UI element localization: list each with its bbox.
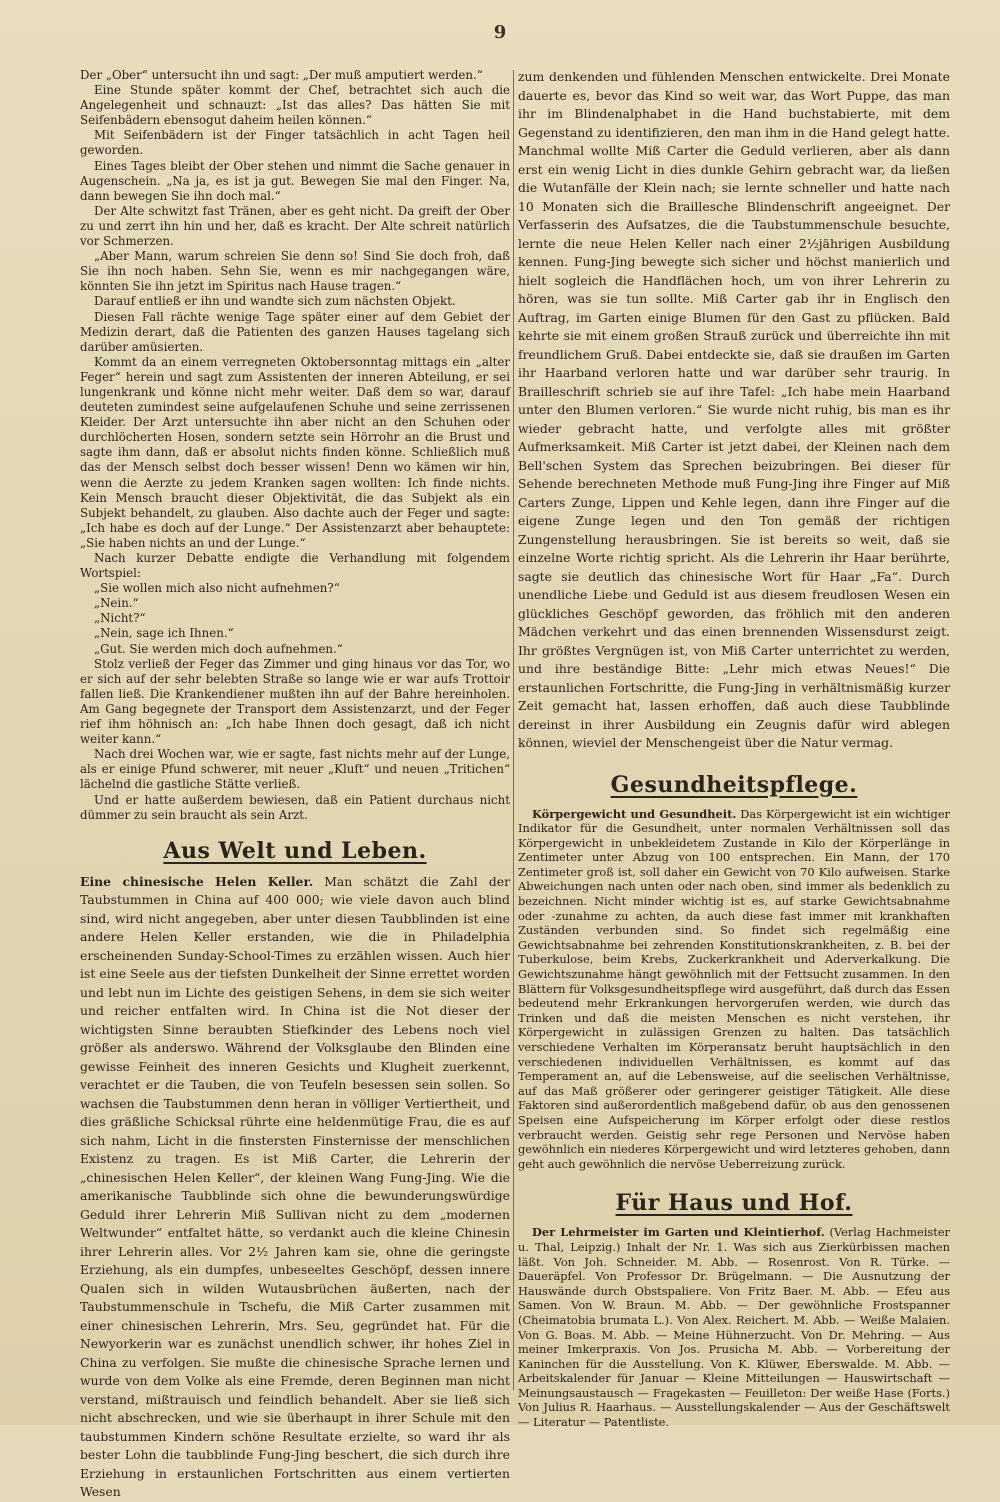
health-paragraph (518, 807, 950, 1172)
story-paragraph: Und er hatte außerdem bewiesen, daß ein Patient durchaus nicht dümmer zu sein braucht als sein Arzt. (80, 792, 510, 822)
house-paragraph (518, 1225, 950, 1429)
story-paragraph: Der Alte schwitzt fast Tränen, aber es geht nicht. Da greift der Ober zu und zerrt ihn hin und her, daß es kracht. Der Alte schreit natürlich vor Schmerzen. (80, 203, 510, 249)
article-helen-keller (80, 873, 510, 1502)
dialog-line: „Gut. Sie werden mich doch aufnehmen.“ (94, 641, 343, 656)
article-paragraph (80, 873, 510, 1502)
story-paragraph: Kommt da an einem verregneten Oktobersonntag mittags ein „alter Feger“ herein und sagt zum Assistenten der inneren Abteilung, er sei lungenkrank und könne nicht mehr weiter. Daß dem so war, darauf deuteten zumindest seine aufgelaufenen Schuhe und seine zerrissenen Kleider. Der Arzt untersuchte ihn aber nicht an den Schuhen oder durchlöcherten Hosen, sondern setzte sein Hörrohr an die Brust und sagte ihm dann, daß er absolut nichts finden könne. Schließlich muß das der Mensch selbst doch besser wissen! Denn wo kämen wir hin, wenn die Aerzte zu jedem Kranken sagen wollten: Ich finde nichts. Kein Mensch braucht dieser Objektivität, die das Subjekt als ein Subjekt behandelt, zu glauben. Also dachte auch der Feger und sagte: „Ich habe es doch auf der Lunge.“ Der Assistenzarzt aber behauptete: „Sie haben nichts an und der Lunge.“ (80, 354, 510, 550)
dialog-line: „Sie wollen mich also nicht aufnehmen?“ (94, 581, 340, 596)
story-paragraph: „Aber Mann, warum schreien Sie denn so! Sind Sie doch froh, daß Sie ihn noch haben. Sehn Sie, wenn es mir nachgegangen wäre, könnten Sie ihn jetzt im Spiritus nach Hause tragen.“ (80, 249, 510, 294)
health-lead: Körpergewicht und Gesundheit. (532, 806, 737, 821)
article-continuation (518, 68, 950, 753)
article-continuation-text: zum denkenden und fühlenden Menschen entwickelte. Drei Monate dauerte es, bevor das Kind so weit war, das Wort Puppe, das man ihr im Blindenalphabet in die Hand buchstabierte, mit dem Gegenstand zu identifizieren, den man ihm in die Hand gelegt hatte. Manchmal wollte Miß Carter die Geduld verlieren, aber als dann erst ein wenig Licht in dies dunkle Gehirn gebracht war, da ließen die Wutanfälle der Klein nach; sie lernte schneller und hatte nach 10 Monaten sich die Braillesche Blindenschrift angeeignet. Der Verfasserin des Aufsatzes, die die Taubstummenschule besuchte, lernte die neue Helen Keller nach einer 2½jährigen Ausbildung kennen. Fung-Jing bewegte sich sicher und höchst manierlich und hielt sogleich die Handflächen hoch, um von ihrer Lehrerin zu hören, was sie tun sollte. Miß Carter gab ihr in Englisch den Auftrag, im Garten einige Blumen für den Gast zu pflücken. Bald kehrte sie mit einem großen Strauß zurück und überreichte ihn mit freundlichem Gruß. Dabei entdeckte sie, daß sie draußen im Garten ihr Haarband verloren hatte und war darüber sehr traurig. In Brailleschrift schrieb sie auf ihre Tafel: „Ich habe mein Haarband unter den Blumen verloren.“ Sie wurde nicht ruhig, bis man es ihr wieder gebracht hatte, und verfolgte alles mit größter Aufmerksamkeit. Miß Carter ist jetzt dabei, der Kleinen nach dem Bell'schen System das Sprechen beizubringen. Bei dieser für Sehende berechneten Methode muß Fung-Jing ihre Finger auf Miß Carters Zunge, Lippen und Kehle legen, dann ihre Finger auf die eigene Zunge legen und den Ton gemäß der richtigen Zungenstellung herausbringen. Sie ist bereits so weit, daß sie einzelne Worte richtig spricht. Als die Lehrerin ihr Haar berührte, sagte sie deutlich das chinesische Wort für Haar „Fa“. Durch unendliche Liebe und Geduld ist aus diesem freudlosen Wesen ein glückliches Geschöpf geworden, das fröhlich mit den anderen Mädchen verkehrt und das einen brennenden Wissensdurst zeigt. Ihr größtes Vergnügen ist, von Miß Carter unterrichtet zu werden, und ihre beständige Bitte: „Lehr mich etwas Neues!“ Die erstaunlichen Fortschritte, die Fung-Jing in verhältnismäßig kurzer Zeit gemacht hat, lassen erhoffen, daß auch diese Taubblinde dereinst in ihrer Ausbildung ein Zeugnis dafür wird ablegen können, wieviel der Menschengeist über die Natur vermag. (518, 69, 950, 750)
left-column (80, 68, 510, 1502)
story-paragraph: Darauf entließ er ihn und wandte sich zum nächsten Objekt. (94, 294, 456, 309)
house-body: (Verlag Hachmeister u. Thal, Leipzig.) Inhalt der Nr. 1. Was sich aus Zierkürbissen machen läßt. Von Joh. Schneider. M. Abb. — Rosenrost. Von R. Türke. — Daueräpfel. Von Professor Dr. Brügelmann. — Die Ausnutzung der Hauswände durch Obstspaliere. Von Fritz Baer. M. Abb. — Efeu aus Samen. Von W. Braun. M. Abb. — Der gewöhnliche Frostspanner (Cheimatobia brumata L.). Von Alex. Reichert. M. Abb. — Weiße Malaien. Von G. Boas. M. Abb. — Meine Hühnerzucht. Von Dr. Mehring. — Aus meiner Imkerpraxis. Von Jos. Prusicha M. Abb. — Vorbereitung der Kaninchen für die Ausstellung. Von K. Klüwer, Eberswalde. M. Abb. — Arbeitskalender für Januar — Kleine Mitteilungen — Hauswirtschaft — Meinungsaustausch — Fragekasten — Feuilleton: Der weiße Hase (Forts.) Von Julius R. Haarhaus. — Ausstellungskalender — Aus der Geschäftswelt — Literatur — Patentliste. (518, 1225, 950, 1430)
section-heading-welt-und-leben: Aus Welt und Leben. (163, 837, 427, 864)
story-paragraph: Eines Tages bleibt der Ober stehen und nimmt die Sache genauer in Augenschein. „Na ja, es ist ja gut. Bewegen Sie mal den Finger. Na, dann bewegen Sie ihn doch mal.“ (80, 158, 510, 203)
health-body: Das Körpergewicht ist ein wichtiger Indikator für die Gesundheit, unter normalen Verhältnissen soll das Körpergewicht in unbekleidetem Zustande in Kilo der Körperlänge in Zentimeter unter Abzug von 100 entsprechen. Ein Mann, der 170 Zentimeter groß ist, soll daher ein Gewicht von 70 Kilo aufweisen. Starke Abweichungen nach unten oder nach oben, sind immer als bedenklich zu bezeichnen. Nicht minder wichtig ist es, auf starke Gewichtsabnahme oder -zunahme zu achten, da auch diese fast immer mit krankhaften Zuständen verbunden sind. So findet sich regelmäßig eine Gewichtsabnahme bei zehrenden Konstitutionskrankheiten, z. B. bei der Tuberkulose, beim Krebs, Zuckerkrankheit und Aderverkalkung. Die Gewichtszunahme hängt gewöhnlich mit der Fettsucht zusammen. In den Blättern für Volksgesundheitspflege wird ausgeführt, daß durch das Essen bedeutend mehr Erkrankungen hervorgerufen werden, wie durch das Trinken und daß die meisten Menschen es nicht verstehen, ihr Körpergewicht in zulässigen Grenzen zu halten. Das tatsächlich verschiedene Verhalten im Körperansatz beruht hauptsächlich in den verschiedenen individuellen Verhältnissen, es kommt auf das Temperament an, auf die Lebensweise, auf die seelischen Verhältnisse, auf das Maß größerer oder geringerer geistiger Tätigkeit. Alle diese Faktoren sind außerordentlich maßgebend dafür, ob aus den genossenen Speisen eine Aufspeicherung im Körper erfolgt oder diese restlos verbraucht werden. Geistig sehr rege Personen und Nervöse haben gewöhnlich ein niederes Körpergewicht und wird letzteres gehoben, dann geht auch gewöhnlich die nervöse Ueberreizung zurück. (518, 806, 950, 1171)
story-paragraph: Nach kurzer Debatte endigte die Verhandlung mit folgendem Wortspiel: (80, 551, 510, 581)
page-number: 9 (493, 22, 507, 43)
house-lead: Der Lehrmeister im Garten und Kleintierhof. (532, 1225, 825, 1240)
dialog-block (80, 581, 510, 656)
article-lead: Eine chinesische Helen Keller. (80, 873, 314, 889)
story-paragraph: Diesen Fall rächte wenige Tage später einer auf dem Gebiet der Medizin derart, daß die Patienten des ganzen Hauses tagelang sich darüber amüsierten. (80, 309, 510, 354)
story-paragraph: Mit Seifenbädern ist der Finger tatsächlich in acht Tagen heil geworden. (80, 128, 510, 158)
article-lehrmeister (518, 1225, 950, 1429)
column-divider (513, 70, 514, 1390)
dialog-line: „Nicht?“ (94, 611, 146, 626)
section-heading-haus-und-hof: Für Haus und Hof. (615, 1190, 853, 1217)
dialog-line: „Nein, sage ich Ihnen.“ (94, 626, 234, 641)
article-koerpergewicht (518, 807, 950, 1172)
story-section (80, 68, 510, 823)
story-paragraph: Nach drei Wochen war, wie er sagte, fast nichts mehr auf der Lunge, als er einige Pfund schwerer, mit neuer „Kluft“ und neuen „Tritichen“ lächelnd die gastliche Stätte verließ. (80, 747, 510, 792)
dialog-line: „Nein.“ (94, 596, 139, 611)
story-paragraph: Der „Ober“ untersucht ihn und sagt: „Der muß amputiert werden.“ (80, 68, 483, 82)
section-heading-gesundheitspflege: Gesundheitspflege. (610, 771, 858, 798)
story-paragraph: Eine Stunde später kommt der Chef, betrachtet sich auch die Angelegenheit und schnauzt: „Ist das alles? Das hätten Sie mit Seifenbädern ebensogut daheim heilen können.“ (80, 83, 510, 128)
right-column (518, 68, 950, 1430)
story-paragraph: Stolz verließ der Feger das Zimmer und ging hinaus vor das Tor, wo er sich auf der sehr belebten Straße so lange wie er war aufs Trottoir fallen ließ. Die Krankendiener mußten ihn auf der Bahre hereinholen. Am Gang begegnete der Transport dem Assistenzarzt, und der Feger rief ihm höhnisch an: „Ich habe Ihnen doch gesagt, daß ich nicht weiter kann.“ (80, 656, 510, 747)
article-body: Man schätzt die Zahl der Taubstummen in China auf 400 000; wie viele davon auch blind sind, wird nicht angegeben, aber unter diesen Taubblinden ist eine andere Helen Keller erstanden, wie die in Philadelphia erscheinenden Sunday-School-Times zu erzählen wissen. Auch hier ist eine Seele aus der tiefsten Dunkelheit der Sinne errettet worden und lebt nun im Lichte des geistigen Sehens, in dem sie sich weiter und reicher entfalten wird. In China ist die Not dieser der wichtigsten Sinne beraubten Stiefkinder des Lebens noch viel größer als anderswo. Während der Volksglaube den Blinden eine gewisse Feinheit des inneren Gesichts und Klugheit zuerkennt, verachtet er die Tauben, die von Teufeln besessen sein sollen. So wachsen die Taubstummen denn heran in völliger Vertiertheit, und dies gräßliche Schicksal rührte eine heldenmütige Frau, die es auf sich nahm, Licht in die finstersten Finsternisse der menschlichen Existenz zu tragen. Es ist Miß Carter, die Lehrerin der „chinesischen Helen Keller“, der kleinen Wang Fung-Jing. Wie die amerikanische Taubblinde sich ohne die bewunderungswürdige Geduld ihrer Lehrerin Miß Sullivan nicht zu dem „modernen Weltwunder“ entfaltet hätte, so verdankt auch die kleine Chinesin ihrer Lehrerin alles. Vor 2½ Jahren kam sie, ohne die geringste Erziehung, als ein dumpfes, unbeseeltes Geschöpf, dessen innere Qualen sich in wilden Wutausbrüchen äußerten, nach der Taubstummenschule in Tschefu, die Miß Carter zusammen mit einer chinesischen Lehrerin, Mrs. Seu, gegründet hat. Für die Newyorkerin war es zunächst unendlich schwer, ihr hohes Ziel in China zu verfolgen. Sie mußte die chinesische Sprache lernen und wurde von dem Volke als eine Fremde, deren Beginnen man nicht verstand, mißtrauisch und feindlich behandelt. Aber sie ließ sich nicht abschrecken, und wie sie überhaupt in ihrer Schule mit den taubstummen Kindern schöne Resultate erzielte, so ward ihr als bester Lohn die taubblinde Fung-Jing beschert, die sich durch ihre Erziehung in erstaunlichen Fortschritten aus einem vertierten Wesen (80, 873, 510, 1500)
